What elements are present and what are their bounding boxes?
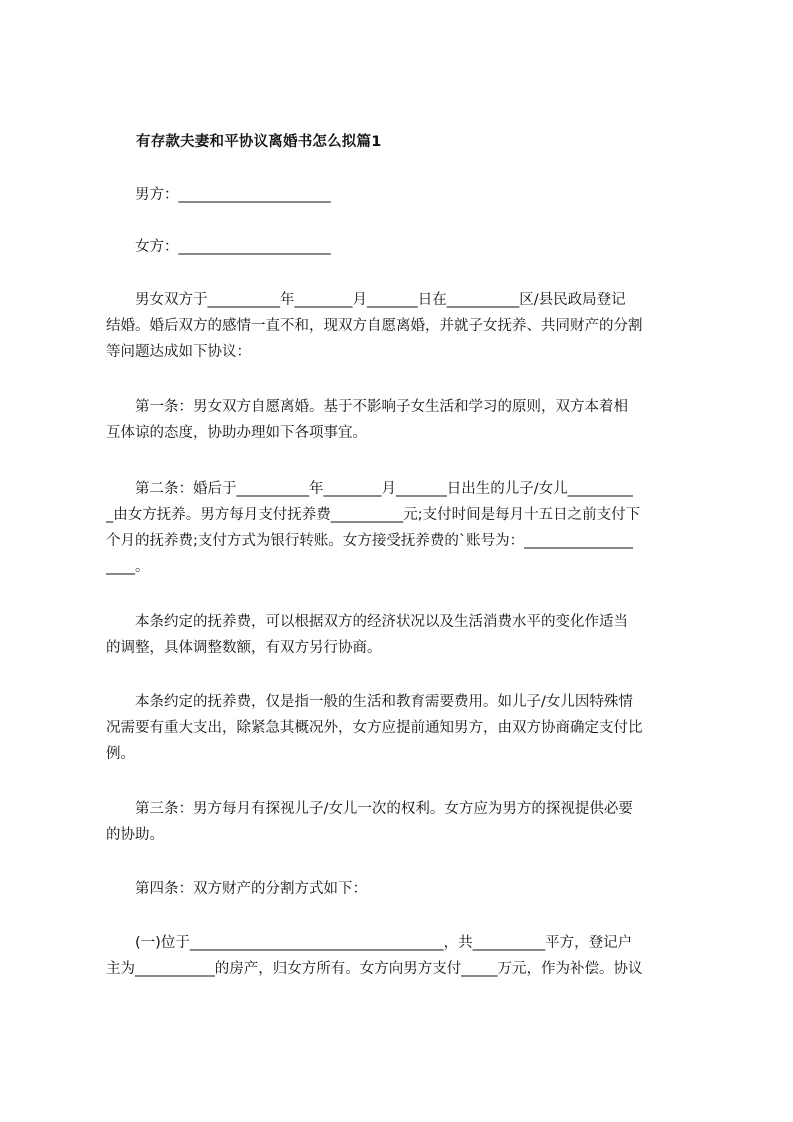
- text-line: 本条约定的抚养费，仅是指一般的生活和教育需要费用。如儿子/女儿因特殊情: [106, 694, 633, 710]
- text-line: 等问题达成如下协议：: [106, 344, 251, 360]
- text-line: 第二条：婚后于__________年________月_______日出生的儿子/女儿_________: [106, 481, 633, 497]
- text-line-female-party: 女方：_____________________: [106, 239, 331, 255]
- text-line: 第一条：男女双方自愿离婚。基于不影响子女生活和学习的原则，双方本着相: [106, 399, 628, 415]
- text-line: ____。: [106, 559, 150, 575]
- text-line: 个月的抚养费;支付方式为银行转账。女方接受抚养费的`账号为：_______________: [106, 533, 633, 549]
- text-line: 例。: [106, 746, 135, 762]
- text-line: 的调整，具体调整数额，有双方另行协商。: [106, 640, 382, 656]
- text-line: 的协助。: [106, 827, 164, 843]
- text-line: 结婚。婚后双方的感情一直不和，现双方自愿离婚，并就子女抚养、共同财产的分割: [106, 318, 643, 334]
- text-line: (一)位于___________________________________，共__________平方，登记户: [106, 935, 633, 951]
- text-line: 第三条：男方每月有探视儿子/女儿一次的权利。女方应为男方的探视提供必要: [106, 801, 633, 817]
- text-line-male-party: 男方：_____________________: [106, 187, 331, 203]
- text-line: 互体谅的态度，协助办理如下各项事宜。: [106, 425, 367, 441]
- text-line: 况需要有重大支出，除紧急其概况外，女方应提前通知男方，由双方协商确定支付比: [106, 720, 643, 736]
- text-line: 第四条：双方财产的分割方式如下：: [106, 881, 367, 897]
- document-title: 有存款夫妻和平协议离婚书怎么拟篇1: [136, 134, 382, 150]
- text-line: 本条约定的抚养费，可以根据双方的经济状况以及生活消费水平的变化作适当: [106, 614, 628, 630]
- text-line: 男女双方于__________年________月_______日在__________区/县民政局登记: [106, 292, 626, 308]
- text-line: _由女方抚养。男方每月支付抚养费__________元;支付时间是每月十五日之前支付下: [106, 507, 641, 523]
- text-line: 主为___________的房产，归女方所有。女方向男方支付_____万元，作为补偿。协议: [106, 961, 643, 977]
